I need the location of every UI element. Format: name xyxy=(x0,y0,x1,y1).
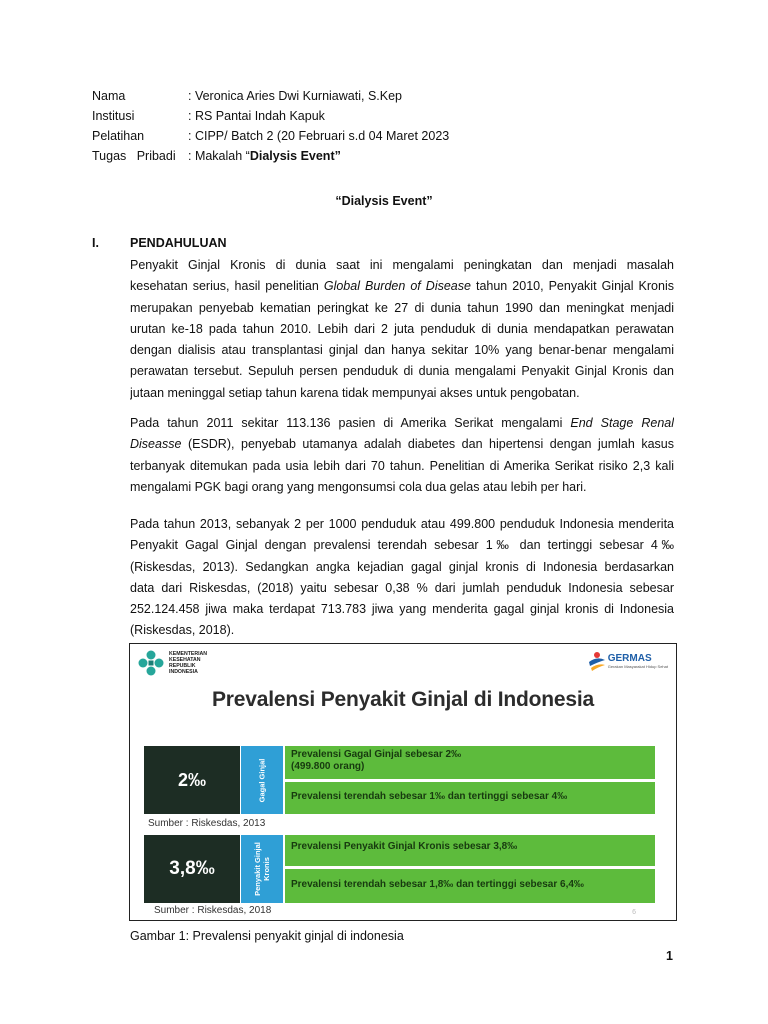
prevalence-value: 2‰ xyxy=(144,746,240,814)
text-line: jutaan meninggal setiap tahun karena tidak mempunyai akses untuk pengobatan. xyxy=(130,385,580,400)
prevalence-bar: Prevalensi Penyakit Ginjal Kronis sebesar 3,8‰ xyxy=(285,835,655,866)
germas-logo xyxy=(586,650,668,672)
info-value xyxy=(188,146,341,166)
tugas-prefix: : Makalah “ xyxy=(188,149,250,163)
vertical-label: Penyakit Ginjal Kronis xyxy=(241,835,283,903)
germas-label: GERMAS xyxy=(607,652,652,664)
info-row-institusi xyxy=(92,106,449,126)
germas-subtitle: Gerakan Masyarakat Hidup Sehat xyxy=(607,663,668,669)
info-label: Pelatihan xyxy=(92,129,145,143)
section-number: I. xyxy=(92,236,99,250)
document-title: “Dialysis Event” xyxy=(335,194,433,208)
text-line: merupakan penyebab kematian peringkat ke 27 di dunia tahun 1990 dan meningkat menjadi xyxy=(130,300,674,315)
text-line: mengalami PGK bagi orang yang mengonsumsi cola dua gelas atau lebih per hari. xyxy=(130,479,587,494)
info-value: : RS Pantai Indah Kapuk xyxy=(188,109,325,123)
info-label: Institusi xyxy=(92,109,135,123)
text-line: perawatan tersebut. Sepuluh persen penduduk di dunia mengalami Penyakit Ginjal Kronis dan xyxy=(130,364,674,379)
text-line: (Riskesdas, 2013). Sedangkan angka kejadian gagal ginjal kronis di Indonesia berdasarkan xyxy=(130,559,674,574)
text-line: kesehatan serius, hasil penelitian Global Burden of Disease tahun 2010, Penyakit Ginjal Kronis xyxy=(130,279,674,294)
figure-title: Prevalensi Penyakit Ginjal di Indonesia xyxy=(211,688,594,711)
text-line: 252.124.458 jiwa maka terdapat 713.783 jiwa yang menderita gagal ginjal kronis di Indonesia xyxy=(130,602,674,617)
prevalence-range-bar: Prevalensi terendah sebesar 1‰ dan tertinggi sebesar 4‰ xyxy=(285,782,655,814)
text-line: dengan dialisis atau transplantasi ginjal dan hanya sekitar 10% yang benar-benar mengalami xyxy=(130,343,674,358)
info-row-tugas xyxy=(92,146,449,166)
page-number: 1 xyxy=(666,949,673,963)
gagal-ginjal-block xyxy=(144,746,664,836)
ministry-name: KEMENTERIAN KESEHATAN REPUBLIK INDONESIA xyxy=(169,651,208,675)
text-line: data dari Riskesdas, (2018) yaitu sebesar 0,38 % dari jumlah penduduk Indonesia sebesar xyxy=(130,580,674,595)
text-line: Pada tahun 2011 sekitar 113.136 pasien di Amerika Serikat mengalami End Stage Renal xyxy=(130,416,674,430)
slide-number: 6 xyxy=(632,909,636,916)
prevalence-bar: Prevalensi Gagal Ginjal sebesar 2‰ (499.800 orang) xyxy=(285,746,655,779)
germas-figure-icon xyxy=(586,650,608,672)
prevalence-range-bar: Prevalensi terendah sebesar 1,8‰ dan tertinggi sebesar 6,4‰ xyxy=(285,869,655,903)
text-line: (Riskesdas, 2018). xyxy=(130,623,235,638)
info-value: : CIPP/ Batch 2 (20 Februari s.d 04 Maret 2023 xyxy=(188,129,450,143)
info-label: Nama xyxy=(92,89,126,103)
text-line: Diseasse (ESDR), penyebab utamanya adalah diabetes dan hipertensi dengan jumlah kasus xyxy=(130,437,674,452)
vertical-label: Gagal Ginjal xyxy=(241,746,283,814)
info-label: Tugas Pribadi xyxy=(92,149,176,163)
text-line: Penyakit Ginjal Kronis di dunia saat ini mengalami peningkatan dan menjadi masalah xyxy=(130,258,674,272)
prevalence-figure xyxy=(129,643,677,921)
paragraph-3 xyxy=(130,514,674,642)
figure-caption: Gambar 1: Prevalensi penyakit ginjal di indonesia xyxy=(130,929,404,943)
text-line: terbanyak ditemukan pada usia lebih dari 70 tahun. Penelitian di Amerika Serikat risiko 2,3 kali xyxy=(130,458,674,473)
tugas-title: Dialysis Event” xyxy=(249,149,341,163)
info-value: : Veronica Aries Dwi Kurniawati, S.Kep xyxy=(188,89,402,103)
paragraph-1 xyxy=(130,255,674,404)
source-label: Sumber : Riskesdas, 2013 xyxy=(148,818,266,829)
ministry-logo xyxy=(136,648,207,678)
ministry-emblem-icon xyxy=(136,648,166,678)
text-line: Penyakit Gagal Ginjal dengan prevalensi terendah sebesar 1‰ dan tertinggi sebesar 4‰ xyxy=(130,538,674,553)
info-row-pelatihan xyxy=(92,126,449,146)
section-title: PENDAHULUAN xyxy=(130,236,227,250)
ckd-block xyxy=(144,835,664,915)
info-row-nama xyxy=(92,86,449,106)
text-line: Pada tahun 2013, sebanyak 2 per 1000 penduduk atau 499.800 penduduk Indonesia menderita xyxy=(130,517,674,531)
author-info xyxy=(92,86,449,166)
prevalence-value: 3,8‰ xyxy=(144,835,240,903)
source-label: Sumber : Riskesdas, 2018 xyxy=(154,905,272,916)
text-line: urutan ke-18 pada tahun 2010. Lebih dari 2 juta penduduk di dunia mendapatkan perawatan xyxy=(130,321,674,336)
paragraph-2 xyxy=(130,413,674,498)
